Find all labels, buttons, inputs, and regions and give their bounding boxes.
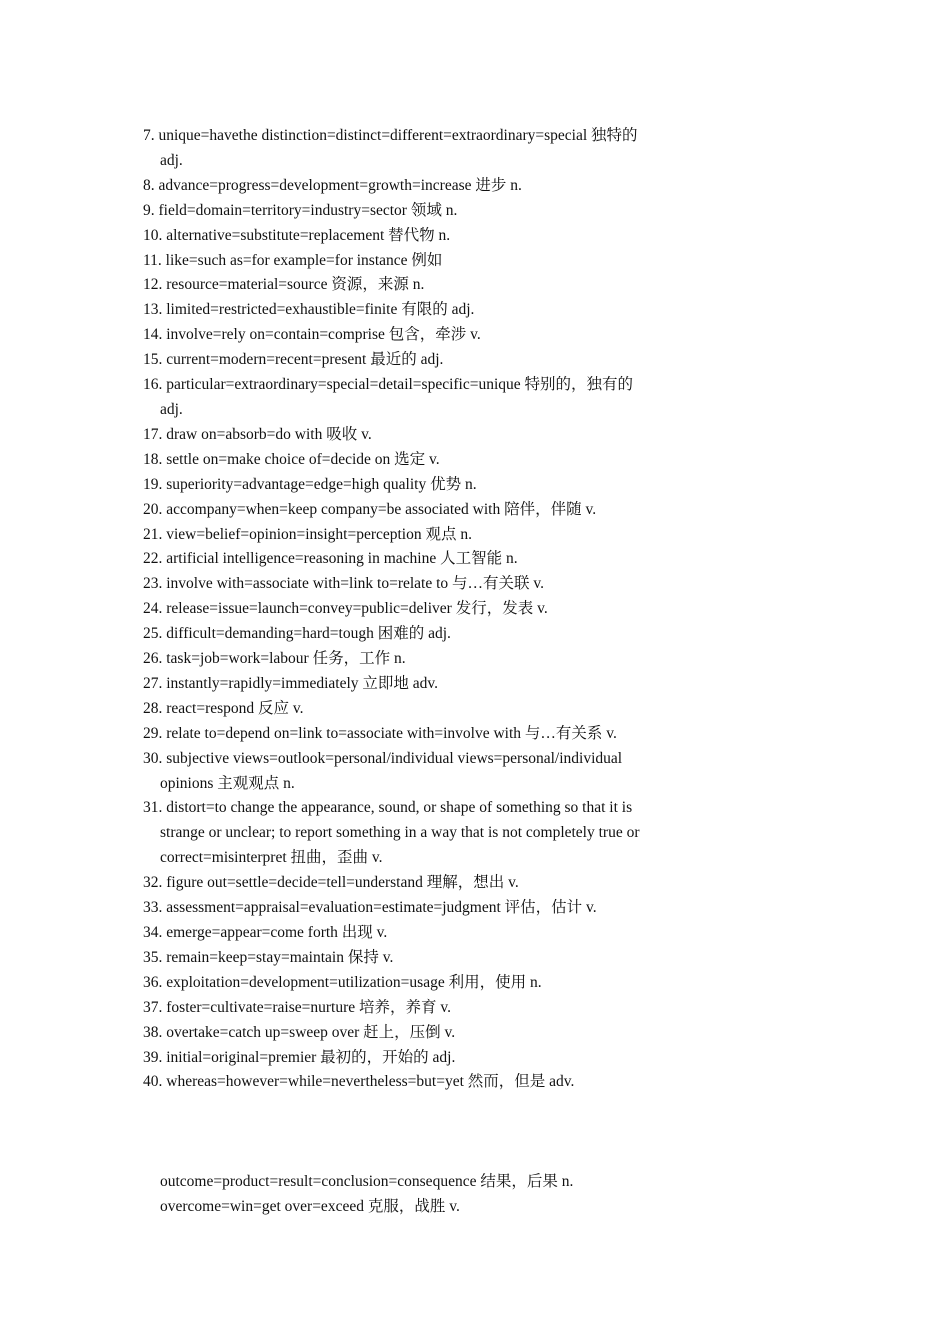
vocab-entry-23: 23. involve with=associate with=link to=relate to 与…有关联 v. <box>143 575 545 593</box>
vocab-entry-26: 26. task=job=work=labour 任务，工作 n. <box>143 650 406 668</box>
vocab-entry-7: 7. unique=havethe distinction=distinct=different=extraordinary=special 独特的 adj. <box>143 127 638 169</box>
vocab-entry-8: 8. advance=progress=development=growth=increase 进步 n. <box>143 176 522 194</box>
vocab-entry-35: 35. remain=keep=stay=maintain 保持 v. <box>143 948 394 966</box>
vocab-entry-13: 13. limited=restricted=exhaustible=finite 有限的 adj. <box>143 301 475 319</box>
vocab-entry-22: 22. artificial intelligence=reasoning in machine 人工智能 n. <box>143 550 518 568</box>
extra-entry-overcome: overcome=win=get over=exceed 克服，战胜 v. <box>160 1197 460 1215</box>
vocab-entry-20: 20. accompany=when=keep company=be associated with 陪伴，伴随 v. <box>143 500 597 518</box>
vocab-entry-24: 24. release=issue=launch=convey=public=deliver 发行，发表 v. <box>143 600 548 618</box>
vocab-entry-33: 33. assessment=appraisal=evaluation=estimate=judgment 评估，估计 v. <box>143 899 597 917</box>
vocab-entry-10: 10. alternative=substitute=replacement 替代物 n. <box>143 226 451 244</box>
vocab-entry-28: 28. react=respond 反应 v. <box>143 699 304 717</box>
vocab-entry-14: 14. involve=rely on=contain=comprise 包含，牵涉 v. <box>143 326 481 344</box>
vocab-entry-32: 32. figure out=settle=decide=tell=understand 理解，想出 v. <box>143 874 519 892</box>
vocab-entry-19: 19. superiority=advantage=edge=high quality 优势 n. <box>143 475 477 493</box>
vocab-entry-18: 18. settle on=make choice of=decide on 选定 v. <box>143 450 440 468</box>
vocab-entry-29: 29. relate to=depend on=link to=associate with=involve with 与…有关系 v. <box>143 724 617 742</box>
vocab-entry-37: 37. foster=cultivate=raise=nurture 培养，养育 v. <box>143 998 452 1016</box>
vocab-entry-9: 9. field=domain=territory=industry=sector 领域 n. <box>143 201 458 219</box>
vocab-entry-27: 27. instantly=rapidly=immediately 立即地 adv. <box>143 674 438 692</box>
vocab-entry-21: 21. view=belief=opinion=insight=perception 观点 n. <box>143 525 472 543</box>
vocab-entry-40: 40. whereas=however=while=nevertheless=but=yet 然而，但是 adv. <box>143 1073 575 1091</box>
vocab-entry-15: 15. current=modern=recent=present 最近的 adj. <box>143 351 444 369</box>
vocab-entry-38: 38. overtake=catch up=sweep over 赶上，压倒 v. <box>143 1023 456 1041</box>
vocab-entry-30: 30. subjective views=outlook=personal/individual views=personal/individual opinions 主观观点 n. <box>143 749 623 792</box>
vocab-entry-36: 36. exploitation=development=utilization=usage 利用，使用 n. <box>143 973 542 991</box>
vocab-entry-16: 16. particular=extraordinary=special=detail=specific=unique 特别的，独有的 adj. <box>143 376 634 418</box>
vocab-entry-12: 12. resource=material=source 资源，来源 n. <box>143 276 425 294</box>
extra-entry-outcome: outcome=product=result=conclusion=consequence 结果，后果 n. <box>160 1173 574 1190</box>
vocab-entry-31: 31. distort=to change the appearance, sound, or shape of something so that it is strange or unclear; to report something in a way that is not completely true or correct=misinterpret 扭曲，歪曲 v. <box>143 799 640 867</box>
vocab-entry-39: 39. initial=original=premier 最初的，开始的 adj. <box>143 1048 456 1066</box>
vocab-entry-11: 11. like=such as=for example=for instance 例如 <box>143 251 443 269</box>
vocab-entry-17: 17. draw on=absorb=do with 吸收 v. <box>143 425 372 443</box>
vocab-entry-34: 34. emerge=appear=come forth 出现 v. <box>143 924 388 941</box>
additional-vocabulary <box>160 1170 660 1220</box>
vocab-entry-25: 25. difficult=demanding=hard=tough 困难的 adj. <box>143 625 451 643</box>
vocabulary-list <box>143 124 643 1095</box>
